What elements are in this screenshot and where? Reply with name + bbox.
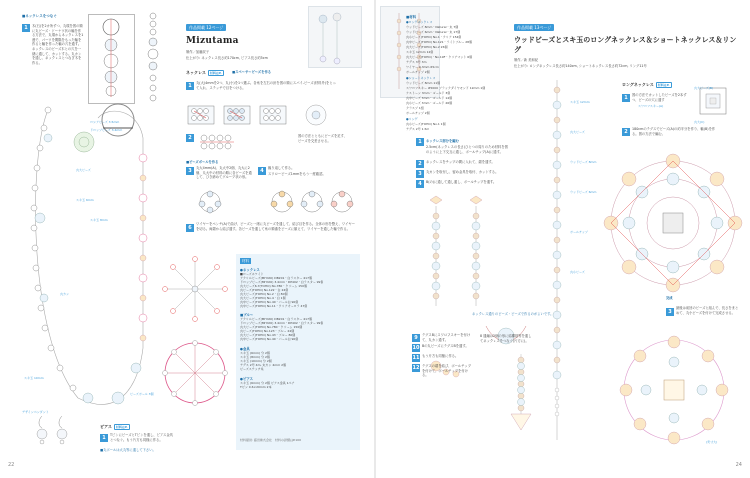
lower-step-9-text: テグスBにスワロフスキーを付けて、丸カン通す。 — [422, 333, 471, 342]
right-material-10: ボールチップ 2個 — [406, 70, 430, 74]
topnote-chain-svg — [138, 10, 168, 105]
step-8-note: 8 通編は2個の形に結構基等を通してネックレスをつなぐ(片方に)。 — [480, 334, 532, 343]
right-material-18: ボールチップ 2個 — [406, 111, 430, 115]
lower-step-10-number: 10 — [412, 345, 420, 351]
left-title: Mizutama — [186, 36, 239, 46]
right-material-16: 丸小ビーズ 3mm・ゴールド 26個 — [406, 101, 453, 105]
lower-step-11-number: 11 — [412, 355, 420, 361]
lower-step-9-number: 9 — [412, 334, 420, 342]
materials-group-4-line-2: Tピン 0.6×20mm 2本 — [240, 385, 272, 389]
center-step-1-number: 1 — [416, 138, 424, 146]
step-4-number: 4 — [258, 167, 266, 175]
topnote-step-number: 1 — [22, 24, 30, 32]
right-title: ウッドビーズとスキ玉のロングネックレス＆ショートネックレス＆リング — [514, 36, 737, 54]
topnote-text: 木(石)を2カ所ずつ、丸環を図の順に丸ビーズ・ドーナツ状の輪を作る方法で、丸環からネックレスを1連で、パーツを間隔をもった輪を作ると輪を作った輪の穴を通す。ネックレスのビーズ木との穴を一緒に通して、カットする。丸カンを通し、ネックレスとつなぎ木を作る。 — [32, 24, 84, 65]
ring-final-diagram — [614, 330, 734, 450]
materials-group-1-head: ●ネックレス — [240, 268, 260, 272]
step-6-text: ワイヤーをペンチ(A)で曲げ、ビーズと一緒に丸ビーズを通して、結び目を作る。全体の形を整え、ワイヤーを切る。両端から結び通す。各ビーズを通して糸の順番をビーズに揃えて、ワイヤーを通した輪で作る。 — [196, 222, 355, 231]
piercing-step-text: TピンにビーズとTピンを通し、ピアス金具とつなぐ。もう片方も同様に作る。 — [110, 433, 173, 442]
right-material-3: 丸小ビーズ(TOHO) No.1・クリア 154個 — [406, 35, 462, 39]
lower-step-10-text: Bの丸ビーズにテグスBを通す。 — [422, 344, 469, 348]
label-p5: スキ玉 8mm — [90, 218, 108, 222]
materials-group-2-line-4: 丸ビーズ(TOHO) No.123・ブルー 24個 — [240, 329, 295, 333]
materials-group-3-line-4: テグス 2号 4m, 丸カン 4mm 2個 — [240, 363, 286, 367]
right-material-5: 丸大ビーズ(TOHO) No.2 26個 — [406, 45, 448, 49]
piercing-note: ■丸ボールは大丸等に通して下さい。 — [100, 448, 156, 452]
right-material-19: ●リング — [406, 117, 418, 121]
step-4-desc: スワロービーズ1mmをもう一度確認。 — [268, 172, 326, 176]
right-material-2: ウッドビーズ 6mm・Natural・丸 17個 — [406, 30, 461, 34]
right-material-6: スキ玉 12mm 12個 — [406, 50, 434, 54]
materials-group-3-line-3: スキ玉 (10mm) 分 2個 — [240, 359, 272, 363]
center-step-1-text: 2.5cm(ネックレスの長さ)ひとつの周りのため材料を図のように上下交互に通し、ボールチップ(A)に通す。 — [426, 145, 508, 154]
side-label-1: 丸大ビーズ — [570, 130, 585, 134]
right-materials-header: ■材料 — [406, 15, 416, 19]
right-material-20: 丸小ビーズ(TOHO) No.1 1個 — [406, 122, 446, 126]
materials-group-2-line-3: 丸大ビーズ(TOHO) No.780・クリーム 150個 — [240, 325, 303, 329]
materials-group-2-line-1: アクリルビーズ(MIYUKI) DB201・白ラスター 417個 — [240, 317, 312, 321]
lower-strand-diagram — [486, 350, 556, 440]
step-6-number: 6 — [186, 224, 194, 232]
spacer-diagrams-svg — [186, 102, 336, 130]
piercing-step-number: 1 — [100, 434, 108, 442]
center-step-4-number: 4 — [416, 180, 424, 188]
side-label-3: ウッドビーズ 6mm — [570, 190, 597, 194]
center-step-4-text: B(の)に通して通し通し、ボールチップを通す。 — [426, 180, 497, 184]
right-material-7: 丸大ビーズ(TOHO)・No.19F・クリアマット 6個 — [406, 55, 473, 59]
left-page-number: 22 — [8, 462, 15, 468]
step-2-number: 2 — [186, 134, 194, 142]
repeat-note: ネックレス通りのビーズ・ビーズで作るのがよいです。 — [472, 312, 554, 316]
wheel-diagram — [160, 338, 230, 408]
right-material-14: ケストーン 3mm・ゴールド 3個 — [406, 91, 451, 95]
left-byline: 制作／加藤紋子 — [186, 50, 210, 54]
ring-step-3-text: 最後は前回のビーズと組んで、長さをまとめて、丸小ビーズを付けて完成させる。 — [676, 306, 739, 315]
materials-group-1-line-2: アクリルビーズ(MIYUKI) DB201・白ラスター 417個 — [240, 276, 312, 280]
topnote-diagram-svg — [89, 15, 134, 103]
center-step-1-title: ネックレス部分を編む — [426, 139, 459, 143]
step-4-text: 繰り返して作る。 — [268, 166, 295, 170]
label-p8: スキ玉 10mm — [24, 376, 44, 380]
right-material-13: スワロフスキー #5000 ブラックダイヤモンド 12mm 1個 — [406, 86, 486, 90]
ring-step-3-number: 3 — [666, 308, 674, 316]
side-label-0: スキ玉 12mm — [570, 100, 590, 104]
wire-star-diagram — [160, 254, 230, 324]
left-spec: 仕上がり: ネックレス長さ約170cm, ピアス長さ約5cm — [186, 56, 268, 60]
center-step-2-text: ネックレスをチップの間に入れて、端を通す。 — [426, 160, 495, 164]
necklace-layout-diagram — [18, 98, 158, 418]
materials-group-1-line-5: 丸ビーズ(TOHO) No.122・白 24個 — [240, 288, 289, 292]
piercing-badge: 材料はP. — [115, 425, 128, 429]
label-p3: 丸大ビーズ — [76, 168, 91, 172]
materials-group-4-line-1: スキ玉 (6mm) 分 2個 ピアス金具 1ペア — [240, 381, 295, 385]
right-spec: 仕上がり: ロングネックレス長さ約140cm, ショートネックレス長さ約72cm, リング11号 — [514, 64, 647, 68]
side-label-4: ボールチップ — [570, 230, 588, 234]
center-step-3-number: 3 — [416, 170, 424, 178]
ring-caption-text: ロングネックレス — [622, 82, 654, 87]
label-p2: ドロップビーズ 3.4mm — [90, 128, 123, 132]
materials-footer: 材料提供: 藤田株式会社 材料の詳細はP.100 — [240, 438, 301, 442]
step-1-number: 1 — [186, 82, 194, 90]
materials-group-3-line-5: ピーズステッチ糸 — [240, 367, 264, 371]
ring-caption — [622, 82, 672, 88]
right-material-0: ●ロングネックレス — [406, 20, 433, 24]
materials-group-1-line-6: 丸大ビーズ(TOHO) No.2・白 80個 — [240, 292, 288, 296]
right-page-number: 24 — [735, 462, 742, 468]
lower-step-12-text: テグスの端を結び、ボールチップを付けて、ボールチップを付ける。 — [422, 364, 471, 378]
lower-step-12-number: 12 — [412, 365, 420, 371]
left-title-tag: 作品掲載 12ページ — [186, 24, 226, 31]
spacer-heading: ■スペーサービーズを作る — [232, 70, 272, 74]
ring-step-2-text: 180cmのテグスでビーズ(A)の約半分を作り、輪(B)を作る。図の方法で編む。 — [632, 127, 716, 136]
scale-label: (実寸大) — [706, 440, 718, 444]
necklace-caption-text: ネックレス — [186, 70, 206, 75]
materials-group-3-line-1: スキ玉 (6mm) 分 2個 — [240, 351, 270, 355]
right-material-17: クラスプ 1組 — [406, 106, 424, 110]
materials-group-1-line-7: 丸大ビーズ(TOHO) No.4・白 1個 — [240, 296, 286, 300]
materials-tag: 材料 — [242, 259, 249, 263]
necklace-caption — [186, 70, 224, 76]
right-material-15: 丸中ビーズ 3mm・ゴールド 14個 — [406, 96, 453, 100]
ring-step-1-text: 図の方法でカットしたビーズを2本ずつ、ビーズの穴に通す — [632, 93, 687, 102]
ring-step-2-number: 2 — [622, 128, 630, 136]
step-1-text: 丸(大)4mmを2つ、丸(小)を1つ選ぶ。各糸を左右の針を図の順にスパイ-ビーズ(材料外)をとって入れ、ステッチで目をつける。 — [196, 81, 336, 90]
left-product-photo — [308, 6, 362, 68]
bead-ball-heading: ■ビーズボールを作る — [186, 160, 219, 164]
left-product-photo-svg — [309, 7, 361, 67]
earrings-diagram — [34, 414, 74, 448]
label-p9: ビーズボール 3個 — [130, 392, 154, 396]
ring-step-1-number: 1 — [622, 94, 630, 102]
side-label-2: ウッドビーズ 8mm — [570, 160, 597, 164]
materials-panel — [236, 254, 360, 450]
right-title-tag: 作品掲載 13ページ — [514, 24, 554, 31]
materials-group-3-line-2: スキ玉 (8mm) 分 2個 — [240, 355, 270, 359]
materials-group-2-line-5: 丸大ビーズ(TOHO) No.43・ブルー 80個 — [240, 333, 296, 337]
side-label-5: 丸小ビーズ — [570, 270, 585, 274]
ring-detail-label-1: 丸大(C) — [694, 120, 705, 124]
right-material-8: テグス 3号 3m — [406, 60, 427, 64]
bead-ball-diagrams — [196, 188, 366, 218]
materials-group-1-line-3: ドロップビーズ(MIYUKI) 3.4mm・DP402・白ラスター 99個 — [240, 280, 324, 284]
label-p7: デザインペンダント — [22, 410, 49, 414]
materials-group-2-line-2: ドロップビーズ(MIYUKI) 3.4mm・DP402・白ラスター 99個 — [240, 321, 324, 325]
piercing-caption — [100, 424, 130, 430]
materials-group-1-line-9: 丸中ビーズ(TOHO) No.11・クリアオーロラ 47個 — [240, 304, 308, 308]
label-p6: 丸カン — [60, 292, 70, 296]
label-p4: スキ玉 6mm — [76, 198, 94, 202]
right-material-1: ウッドビーズ 8mm・Natural・丸 7個 — [406, 25, 459, 29]
materials-group-1-line-4: 丸大ビーズ6.7(TOHO) No.780・クリーム 150個 — [240, 284, 307, 288]
materials-group-1-line-8: 丸中ビーズ(TOHO) No.40・パール白 90個 — [240, 300, 299, 304]
materials-group-4-head: ●ピアス — [240, 377, 253, 381]
step-2-text: 図の方法とともにビーズを足す、ビーズを交差させる。 — [298, 134, 347, 143]
materials-group-2-line-6: 丸中ビーズ(TOHO) No.40・パール白 90個 — [240, 337, 299, 341]
necklace-badge: 材料はP. — [209, 71, 222, 75]
ring-detail-label-2: スワロフスキー(A) — [638, 104, 664, 108]
topnote-header: ■ネックレスをつなぐ — [22, 14, 57, 18]
right-byline: 制作／新 美和紀 — [514, 58, 539, 62]
center-step-3-text: 丸カンを取付し、留め金具を取付、カットする。 — [426, 170, 499, 174]
right-material-9: ワイヤー 0.3mm 65cm — [406, 65, 439, 69]
lower-step-11-text: もう片方も同様に作る。 — [422, 354, 459, 358]
right-material-21: テグス 2号 1.5m — [406, 127, 430, 131]
step-3-text: 丸大4mm(A)、丸大中2個、丸大に2個、丸大中の材料の順に各ビーズを通して、ひき締めてグループ状の形。 — [196, 166, 252, 180]
materials-group-2-head: ■ブルー — [240, 313, 254, 317]
step-2-diagram — [198, 132, 258, 154]
topnote-diagram — [88, 14, 135, 104]
ring-badge: 材料はP. — [657, 83, 670, 87]
final-label: 完成 — [666, 296, 673, 300]
materials-group-1-line-1: ■ローズホワイト — [240, 272, 264, 276]
label-p1: ロシアビーズ 3.5mm — [90, 120, 120, 124]
materials-group-3-head: ●金具 — [240, 347, 250, 351]
ring-octagon-diagram — [598, 148, 748, 298]
right-page — [376, 0, 750, 478]
right-material-11: ●ショートネックレス — [406, 76, 436, 80]
step-3-number: 3 — [186, 167, 194, 175]
piercing-caption-text: ピアス — [100, 424, 112, 429]
left-page — [0, 0, 374, 478]
right-material-4: 丸中ビーズ(TOHO) No.121・ライトブルー 28個 — [406, 40, 473, 44]
ring-detail-label-0: 丸大ビーズ(B) — [694, 86, 714, 90]
right-material-12: ウッドビーズ 8mm 11個 — [406, 81, 441, 85]
center-step-2-number: 2 — [416, 160, 424, 168]
